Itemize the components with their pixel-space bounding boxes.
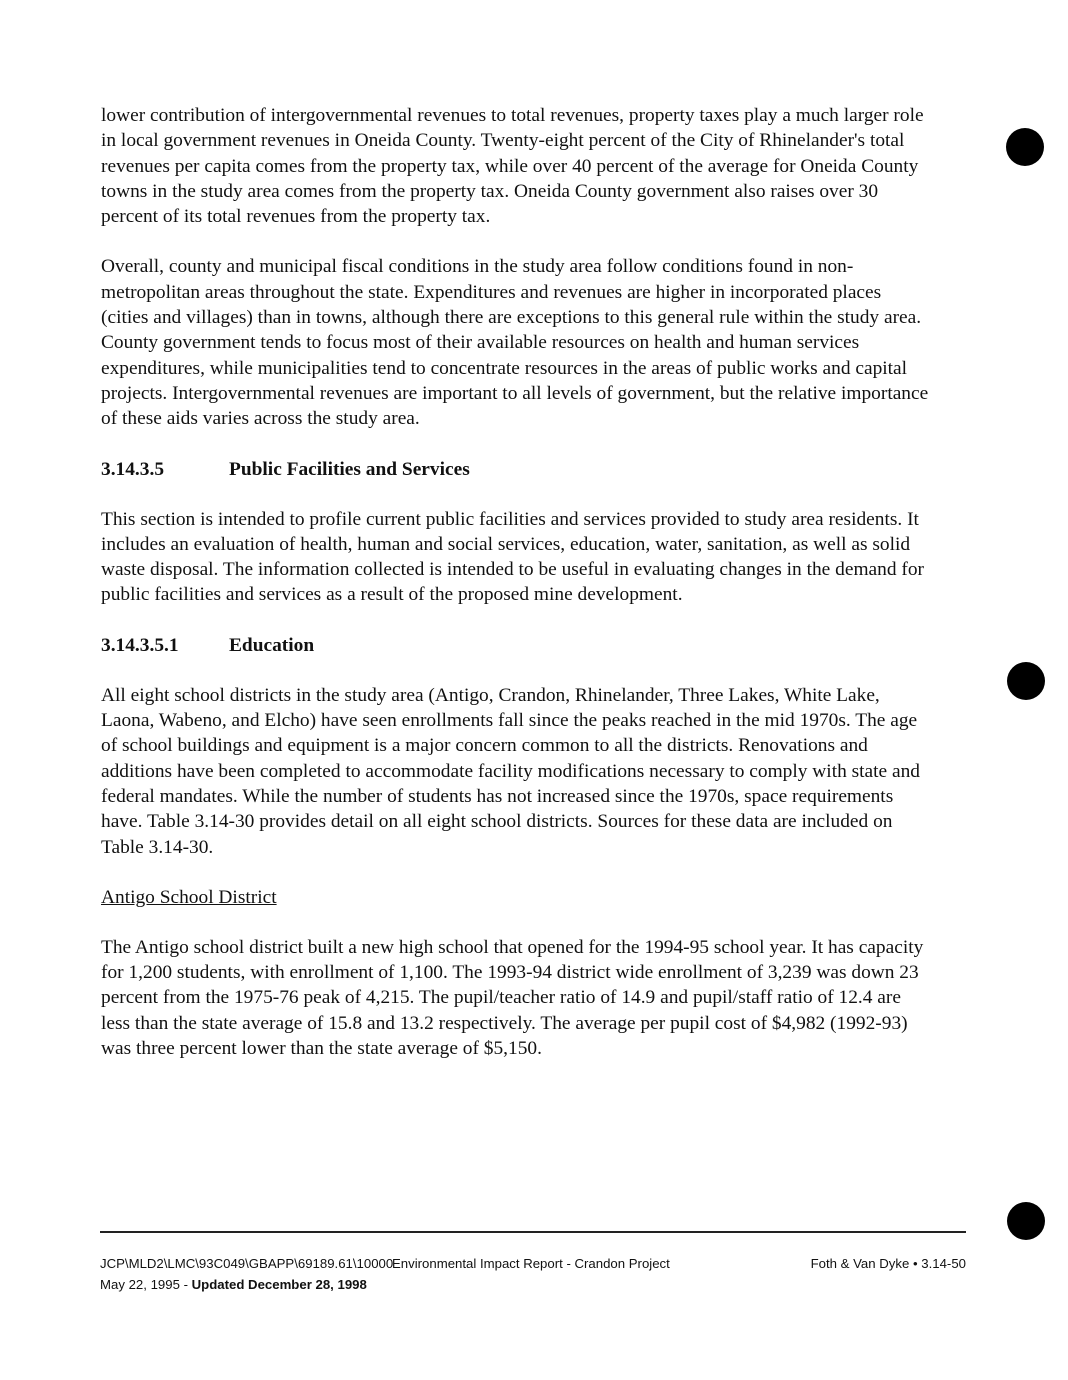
paragraph-school-districts: All eight school districts in the study area (Antigo, Crandon, Rhinelander, Three Lakes, White Lake, Laona, Wabeno, and Elcho) have seen enrollments fall since the peaks reached in the mid 1970s. The age of school buildings and equipment is a major concern common to all the districts. Renovations and additions have been completed to accommodate facility modifications necessary to comply with state and federal mandates. While the number of students has not increased since the 1970s, space requirements have. Table 3.14-30 provides detail on all eight school districts. Sources for these data are included on Table 3.14-30. — [101, 684, 920, 858]
paragraph-antigo: The Antigo school district built a new high school that opened for the 1994-95 school year. It has capacity for 1,200 students, with enrollment of 1,100. The 1993-94 district wide enrollment of 3,239 was down 23 percent from the 1975-76 peak of 4,215. The pupil/teacher ratio of 14.9 and pupil/staff ratio of 12.4 are less than the state average of 15.8 and 13.2 respectively. The average per pupil cost of $4,982 (1992-93) was three percent lower than the state average of $5,150. — [101, 936, 924, 1060]
paragraph-fiscal-conditions: Overall, county and municipal fiscal conditions in the study area follow conditions found in non-metropolitan areas throughout the state. Expenditures and revenues are higher in incorporated places (cities and villages) than in towns, although there are exceptions to this general rule within the study area. County government tends to focus most of their available resources on health and human services expenditures, while municipalities tend to concentrate resources in the areas of public works and capital projects. Intergovernmental revenues are important to all levels of government, but the relative importance of these aids varies across the study area. — [101, 256, 929, 430]
footer-date-line — [100, 1274, 966, 1295]
section-heading-education — [101, 633, 931, 658]
margin-bullet-bottom — [1007, 1202, 1045, 1240]
footer-divider — [100, 1231, 966, 1233]
subheading-antigo-school-district: Antigo School District — [101, 886, 277, 908]
footer-file-path: JCP\MLD2\LMC\93C049\GBAPP\69189.61\10000 — [100, 1256, 394, 1271]
footer-date: May 22, 1995 - — [100, 1277, 192, 1292]
paragraph-property-tax: lower contribution of intergovernmental revenues to total revenues, property taxes play a much larger role in local government revenues in Oneida County. Twenty-eight percent of the City of Rhinelander's total revenues per capita comes from the property tax, while over 40 percent of the average for Oneida County towns in the study area comes from the property tax. Oneida County government also raises over 30 percent of its total revenues from the property tax. — [101, 105, 924, 228]
subsection-number: 3.14.3.5.1 — [101, 634, 179, 656]
page-footer — [100, 1253, 966, 1295]
subsection-title: Education — [229, 634, 315, 656]
margin-bullet-middle — [1007, 662, 1045, 700]
paragraph-section-intro: This section is intended to profile current public facilities and services provided to study area residents. It includes an evaluation of health, human and social services, education, water, sanitation, as well as solid waste disposal. The information collected is intended to be useful in evaluating changes in the demand for public facilities and services as a result of the proposed mine development. — [101, 508, 924, 606]
body-text — [101, 103, 931, 1061]
footer-page-reference: Foth & Van Dyke • 3.14-50 — [810, 1256, 966, 1271]
margin-bullet-top — [1006, 128, 1044, 166]
section-title: Public Facilities and Services — [229, 458, 470, 480]
section-heading-public-facilities — [101, 457, 931, 482]
footer-report-title: Environmental Impact Report - Crandon Project — [392, 1256, 670, 1271]
section-number: 3.14.3.5 — [101, 458, 165, 480]
footer-updated-date: Updated December 28, 1998 — [191, 1277, 367, 1292]
